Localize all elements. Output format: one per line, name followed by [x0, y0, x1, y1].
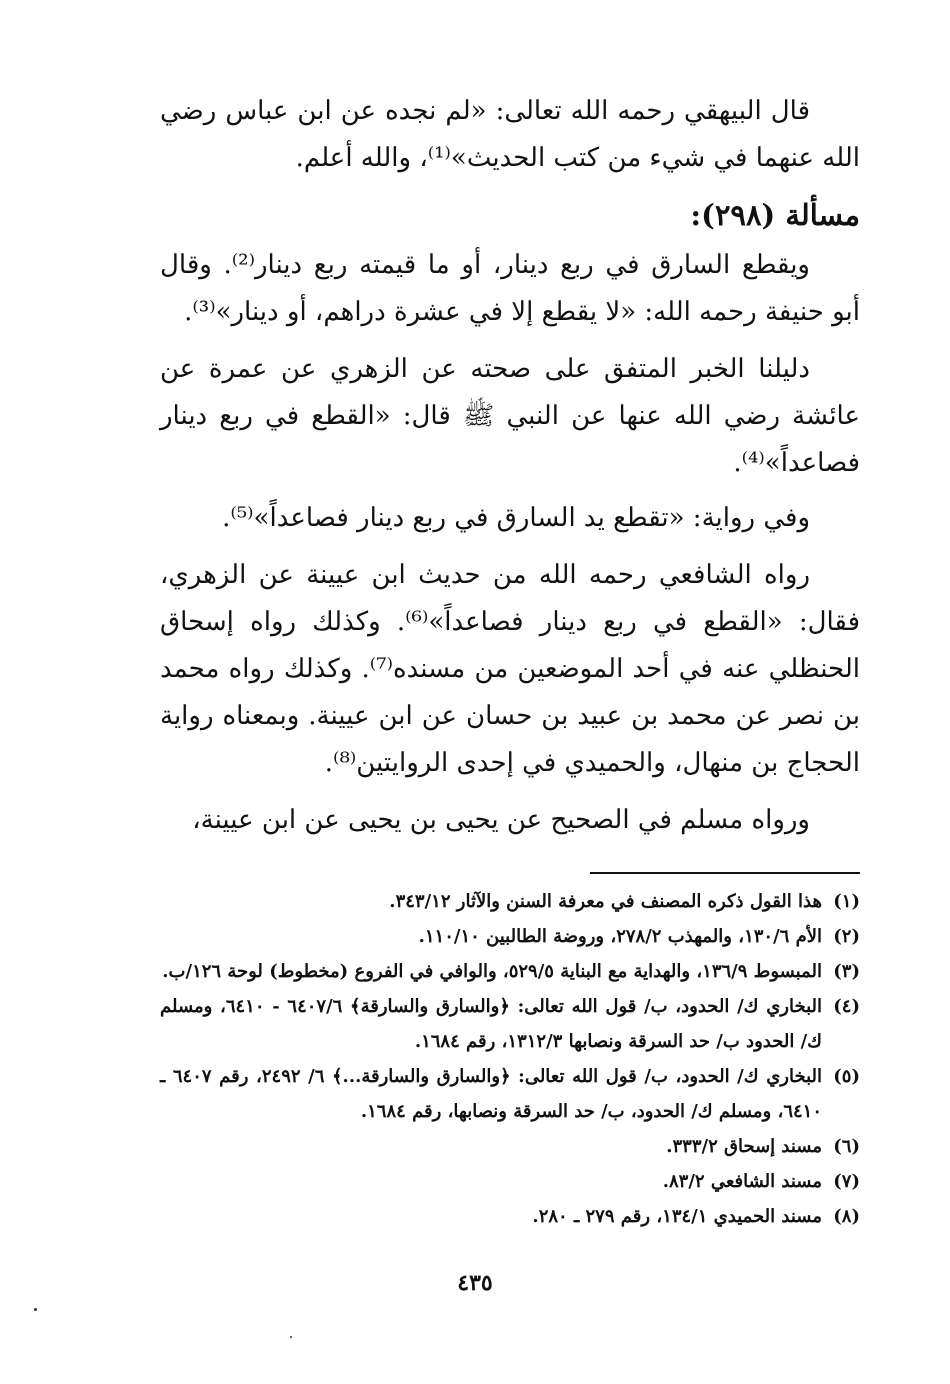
page-number: ٤٣٥: [457, 1270, 493, 1296]
page-body: [160, 88, 860, 1234]
footnote: [160, 954, 860, 989]
paragraph-muslim: ورواه مسلم في الصحيح عن يحيى بن يحيى عن ابن عيينة،: [192, 805, 810, 835]
footnote-number: (٤): [833, 996, 860, 1017]
footnote: [160, 1164, 860, 1199]
paragraph-bayhaqi: قال البيهقي رحمه الله تعالى: «لم نجده عن ابن عباس رضي الله عنهما في شيء من كتب الحديث»⁽¹⁾، والله أعلم.: [160, 96, 860, 173]
footnote-divider: [590, 872, 860, 874]
footnote: [160, 1059, 860, 1129]
paragraph-ruling: ويقطع السارق في ربع دينار، أو ما قيمته ربع دينار⁽²⁾. وقال أبو حنيفة رحمه الله: «لا يقطع إلا في عشرة دراهم، أو دينار»⁽³⁾.: [160, 250, 860, 327]
footnote-number: (٨): [833, 1206, 860, 1227]
paragraph-shafii: رواه الشافعي رحمه الله من حديث ابن عيينة عن الزهري، فقال: «القطع في ربع دينار فصاعداً»⁽⁶⁾. وكذلك رواه إسحاق الحنظلي عنه في أحد الموضعين من مسنده⁽⁷⁾. وكذلك رواه محمد بن نصر عن محمد بن عبيد بن حسان عن ابن عيينة. وبمعناه رواية الحجاج بن منهال، والحميدي في إحدى الروايتين⁽⁸⁾.: [160, 560, 861, 778]
footnote-number: (١): [833, 891, 860, 912]
scan-speck: [290, 1336, 292, 1338]
paragraph-narration: وفي رواية: «تقطع يد السارق في ربع دينار فصاعداً»⁽⁵⁾.: [222, 503, 810, 533]
paragraph-evidence: دليلنا الخبر المتفق على صحته عن الزهري عن عمرة عن عائشة رضي الله عنها عن النبي ﷺ قال: «القطع في ربع دينار فصاعداً»⁽⁴⁾.: [160, 354, 860, 478]
footnote-number: (٣): [833, 961, 860, 982]
footnote-text: مسند إسحاق ٣٣٣/٢.: [666, 1136, 822, 1157]
footnote-text: البخاري ك/ الحدود، ب/ قول الله تعالى: ﴿والسارق والسارقة...﴾ ٦/ ٢٤٩٢، رقم ٦٤٠٧ ـ ٦٤١٠، ومسلم ك/ الحدود، ب/ حد السرقة ونصابها، رقم ١٦٨٤.: [160, 1066, 823, 1122]
footnote-text: مسند الحميدي ١٣٤/١، رقم ٢٧٩ ـ ٢٨٠.: [532, 1206, 822, 1227]
footnote: [160, 1199, 860, 1234]
footnote-text: هذا القول ذكره المصنف في معرفة السنن والآثار ٣٤٣/١٢.: [389, 891, 822, 912]
footnote-text: الأم ١٣٠/٦، والمهذب ٢٧٨/٢، وروضة الطالبين ١١٠/١٠.: [418, 926, 822, 947]
footnote-number: (٥): [833, 1066, 860, 1087]
footnote-text: البخاري ك/ الحدود، ب/ قول الله تعالى: ﴿والسارق والسارقة﴾ ٦٤٠٧/٦ - ٦٤١٠، ومسلم ك/ الحدود ب/ حد السرقة ونصابها ١٣١٢/٣، رقم ١٦٨٤.: [160, 996, 822, 1052]
footnote-text: المبسوط ١٣٦/٩، والهداية مع البناية ٥٢٩/٥، والوافي في الفروع (مخطوط) لوحة ١٢٦/ب.: [162, 961, 822, 982]
issue-heading: مسألة (٢٩٨):: [690, 198, 860, 232]
footnote-number: (٧): [833, 1171, 860, 1192]
footnote-number: (٢): [833, 926, 860, 947]
footnote: [160, 884, 860, 919]
footnote-text: مسند الشافعي ٨٣/٢.: [662, 1171, 822, 1192]
footnote: [160, 989, 860, 1059]
footnote-number: (٦): [833, 1136, 860, 1157]
scan-speck: [34, 1308, 37, 1311]
footnote: [160, 1129, 860, 1164]
footnote: [160, 919, 860, 954]
footnotes: [160, 884, 860, 1234]
